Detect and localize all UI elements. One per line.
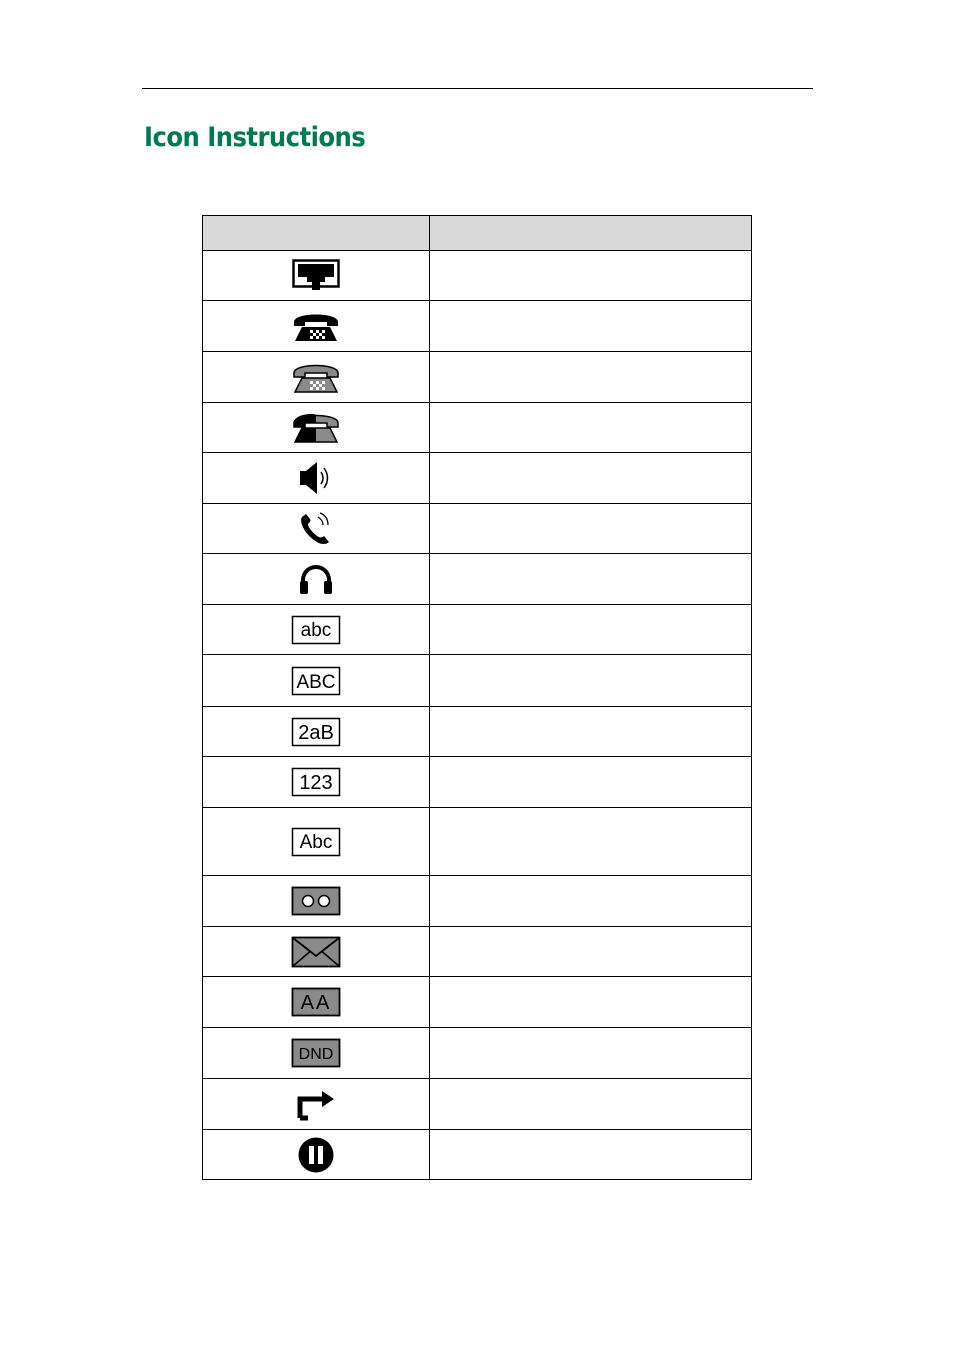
row-description	[430, 403, 752, 453]
row-description	[430, 605, 752, 655]
row-description	[430, 1028, 752, 1079]
input-mode-label: 2aB	[298, 721, 334, 744]
row-description	[430, 251, 752, 301]
description-column-header	[430, 216, 752, 251]
message-icon	[291, 936, 341, 968]
handset-icon	[296, 511, 336, 547]
input-mode-label: 123	[299, 772, 333, 794]
table-row	[203, 605, 752, 655]
row-description	[430, 707, 752, 757]
icon-table	[202, 215, 752, 1180]
voicemail-icon	[291, 886, 341, 916]
input-mixed-icon	[291, 717, 341, 747]
table-row	[203, 655, 752, 707]
table-row	[203, 1028, 752, 1079]
hold-icon	[296, 1136, 336, 1174]
table-row	[203, 453, 752, 504]
input-lowercase-icon	[291, 615, 341, 645]
input-uppercase-icon	[291, 666, 341, 696]
table-row	[203, 977, 752, 1028]
row-description	[430, 927, 752, 977]
dnd-label: DND	[298, 1046, 334, 1063]
input-mode-label: abc	[300, 619, 332, 641]
table-row	[203, 554, 752, 605]
row-description	[430, 554, 752, 605]
table-row	[203, 251, 752, 301]
table-row	[203, 876, 752, 927]
page-title: Icon Instructions	[144, 122, 366, 153]
table-row	[203, 1079, 752, 1130]
phone-off-hook-icon	[291, 308, 341, 344]
table-header-row	[203, 216, 752, 251]
top-rule	[142, 88, 813, 89]
headset-icon	[296, 561, 336, 597]
row-description	[430, 757, 752, 808]
row-description	[430, 301, 752, 352]
table-row	[203, 707, 752, 757]
row-description	[430, 1130, 752, 1180]
row-description	[430, 504, 752, 554]
network-icon	[292, 259, 340, 293]
row-description	[430, 1079, 752, 1130]
table-row	[203, 301, 752, 352]
auto-answer-icon	[291, 987, 341, 1017]
row-description	[430, 977, 752, 1028]
row-description	[430, 352, 752, 403]
row-description	[430, 655, 752, 707]
phone-gray-icon	[291, 359, 341, 395]
table-row	[203, 403, 752, 453]
call-forward-icon	[294, 1087, 338, 1121]
row-description	[430, 453, 752, 504]
dnd-icon	[291, 1038, 341, 1068]
row-description	[430, 876, 752, 927]
auto-answer-label: AA	[300, 992, 332, 1014]
input-capitalize-icon	[291, 827, 341, 857]
speaker-icon	[296, 460, 336, 496]
icon-column-header	[203, 216, 430, 251]
input-mode-label: ABC	[296, 671, 336, 693]
table-row	[203, 1130, 752, 1180]
phone-half-icon	[291, 411, 341, 445]
input-numeric-icon	[291, 767, 341, 797]
row-description	[430, 808, 752, 876]
table-row	[203, 927, 752, 977]
input-mode-label: Abc	[299, 831, 333, 853]
table-row	[203, 757, 752, 808]
table-row	[203, 808, 752, 876]
table-row	[203, 504, 752, 554]
table-row	[203, 352, 752, 403]
